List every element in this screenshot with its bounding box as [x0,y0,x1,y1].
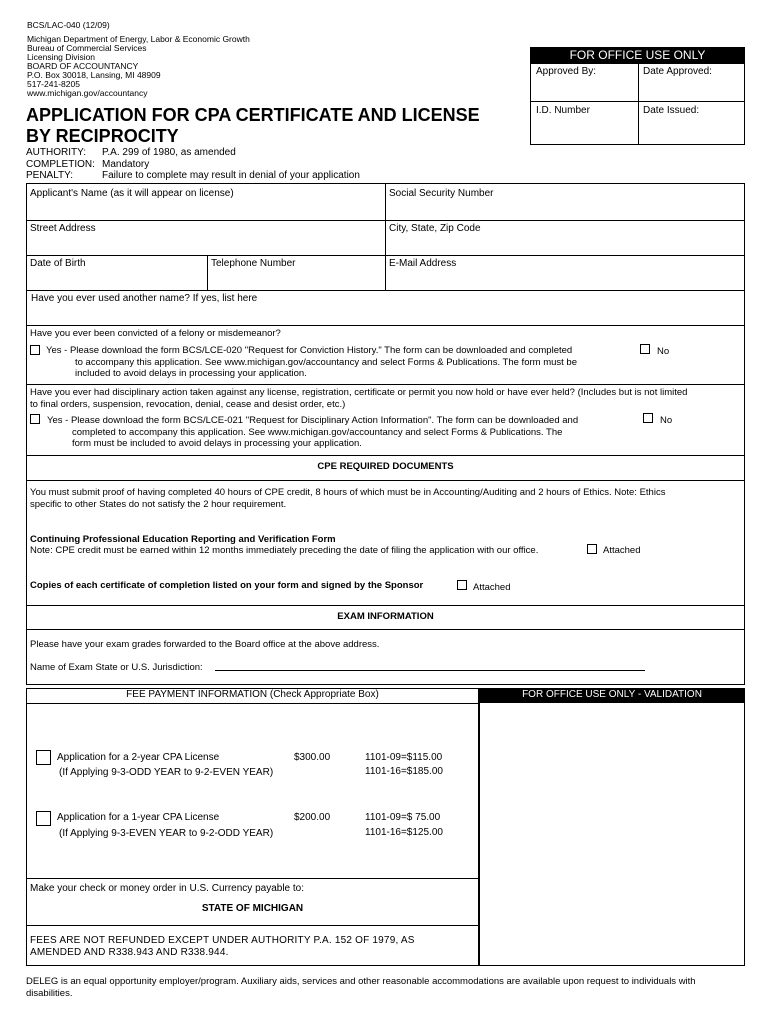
row-divider [26,325,745,326]
cpe-requirement-line-1: You must submit proof of having completed 40 hours of CPE credit, 8 hours of which must be in Accounting/Auditing and 2 hours of Ethics. Note: Ethics [30,487,666,498]
payee-name: STATE OF MICHIGAN [201,903,304,914]
department-name: Michigan Department of Energy, Labor & Economic Growth [27,34,250,44]
one-year-license-price: $200.00 [294,812,331,823]
completion-value: Mandatory [102,158,150,170]
board-phone: 517-241-8205 [27,79,80,89]
authority-block [26,147,360,182]
refund-notice-line-2: AMENDED AND R338.943 AND R338.944. [30,947,229,958]
email-field[interactable]: E-Mail Address [389,258,457,269]
one-year-license-label: Application for a 1-year CPA License [57,812,220,823]
felony-no-checkbox[interactable] [640,344,650,354]
disciplinary-question [30,387,687,410]
office-use-heading: FOR OFFICE USE ONLY [530,47,745,63]
one-year-license-checkbox[interactable] [36,811,51,826]
cpe-form-note: Note: CPE credit must be earned within 12 months immediately preceding the date of filing the application with our office. [30,545,539,556]
cpe-copies-attached-label: Attached [473,582,511,593]
felony-yes-line-2: to accompany this application. See www.michigan.gov/accountancy and select Forms & Publications. The form must be [75,356,577,368]
telephone-field[interactable]: Telephone Number [211,258,296,269]
eeo-footer [26,976,696,999]
id-number-field[interactable]: I.D. Number [536,105,590,116]
date-approved-field[interactable]: Date Approved: [643,66,712,77]
disciplinary-question-line-2: to final orders, suspension, revocation, denial, cease and desist order, etc.) [30,398,346,410]
felony-yes-text [46,345,577,380]
disciplinary-question-line-1: Have you ever had disciplinary action taken against any license, registration, certificate or permit you now hold or have ever held? (Includes but is not limited [30,387,688,398]
authority-value: P.A. 299 of 1980, as amended [102,147,236,158]
form-code: BCS/LAC-040 (12/09) [27,20,110,30]
cpe-form-title: Continuing Professional Education Reporting and Verification Form [30,534,336,545]
other-name-field[interactable]: Have you ever used another name? If yes, list here [31,293,258,304]
approved-by-field[interactable]: Approved By: [536,66,597,77]
disciplinary-yes-line-3: form must be included to avoid delays in processing your application. [72,438,362,449]
two-year-code-1: 1101-09=$115.00 [365,752,443,763]
disciplinary-yes-line-1: Yes - Please download the form BCS/LCE-021 "Request for Disciplinary Action Information". The form can be downloaded and [47,415,579,426]
two-year-license-note: (If Applying 9-3-ODD YEAR to 9-2-EVEN YEAR) [59,767,274,778]
exam-jurisdiction-label: Name of Exam State or U.S. Jurisdiction: [30,662,203,673]
payable-text: Make your check or money order in U.S. Currency payable to: [30,883,305,894]
row-divider [26,878,479,879]
exam-heading: EXAM INFORMATION [337,611,434,622]
cpe-requirement [30,487,665,510]
cpe-copies-attached-checkbox[interactable] [457,580,467,590]
cpe-copies-text: Copies of each certificate of completion listed on your form and signed by the Sponsor [30,580,424,591]
city-state-zip-field[interactable]: City, State, Zip Code [389,223,481,234]
office-use-vdivider [638,63,639,145]
exam-jurisdiction-input[interactable] [215,670,645,671]
row-divider [26,384,745,385]
disciplinary-yes-text [47,415,578,450]
page-title [26,105,480,147]
eeo-footer-line-2: disabilities. [26,987,73,999]
exam-forward-text: Please have your exam grades forwarded to the Board office at the above address. [30,639,380,650]
two-year-license-checkbox[interactable] [36,750,51,765]
authority-label: AUTHORITY: [26,147,87,158]
row-divider [26,605,745,606]
row-divider [26,925,479,926]
cpe-form-attached-checkbox[interactable] [587,544,597,554]
board-name: BOARD OF ACCOUNTANCY [27,61,139,71]
refund-notice-line-1: FEES ARE NOT REFUNDED EXCEPT UNDER AUTHORITY P.A. 152 OF 1979, AS [30,935,415,946]
eeo-footer-line-1: DELEG is an equal opportunity employer/program. Auxiliary aids, services and other reasonable accommodations are available upon request to individuals with [26,976,696,987]
one-year-code-2: 1101-16=$125.00 [365,827,443,838]
felony-question: Have you ever been convicted of a felony or misdemeanor? [30,328,281,339]
disciplinary-yes-checkbox[interactable] [30,414,40,424]
disciplinary-yes-line-2: completed to accompany this application. See www.michigan.gov/accountancy and select Forms & Publications. The [72,426,563,438]
cpe-heading: CPE REQUIRED DOCUMENTS [317,461,454,472]
date-issued-field[interactable]: Date Issued: [643,105,700,116]
disciplinary-no-checkbox[interactable] [643,413,653,423]
one-year-code-1: 1101-09=$ 75.00 [365,812,441,823]
row-divider [26,629,745,630]
row-divider [26,455,745,456]
col-divider [207,255,208,290]
two-year-license-price: $300.00 [294,752,331,763]
row-divider [26,290,745,291]
applicant-name-field[interactable]: Applicant's Name (as it will appear on license) [30,188,234,199]
date-of-birth-field[interactable]: Date of Birth [30,258,86,269]
board-website: www.michigan.gov/accountancy [27,88,148,98]
refund-notice [30,935,415,959]
division-name: Licensing Division [27,52,96,62]
penalty-label: PENALTY: [26,170,74,181]
disciplinary-no-label: No [660,415,673,426]
ssn-field[interactable]: Social Security Number [389,188,494,199]
board-address: P.O. Box 30018, Lansing, MI 48909 [27,70,161,80]
felony-no-label: No [657,346,670,357]
agency-header [27,21,250,98]
penalty-value: Failure to complete may result in denial of your application [102,170,360,181]
validation-box [479,702,745,966]
felony-yes-line-3: included to avoid delays in processing your application. [75,368,307,379]
row-divider [26,703,479,704]
bureau-name: Bureau of Commercial Services [27,43,147,53]
cpe-requirement-line-2: specific to other States do not satisfy the 2 hour requirement. [30,498,287,510]
validation-heading: FOR OFFICE USE ONLY - VALIDATION [479,688,745,702]
title-line-2: BY RECIPROCITY [26,126,179,146]
one-year-license-note: (If Applying 9-3-EVEN YEAR to 9-2-ODD YEAR) [59,828,274,839]
title-line-1: APPLICATION FOR CPA CERTIFICATE AND LICENSE [26,105,480,125]
felony-yes-checkbox[interactable] [30,345,40,355]
two-year-code-2: 1101-16=$185.00 [365,766,443,777]
cpe-form-attached-label: Attached [603,545,641,556]
two-year-license-label: Application for a 2-year CPA License [57,752,220,763]
fee-payment-heading: FEE PAYMENT INFORMATION (Check Appropriate Box) [126,689,379,700]
felony-yes-line-1: Yes - Please download the form BCS/LCE-020 "Request for Conviction History." The form can be downloaded and completed [46,345,573,356]
completion-label: COMPLETION: [26,158,95,170]
street-address-field[interactable]: Street Address [30,223,96,234]
col-divider [385,183,386,290]
